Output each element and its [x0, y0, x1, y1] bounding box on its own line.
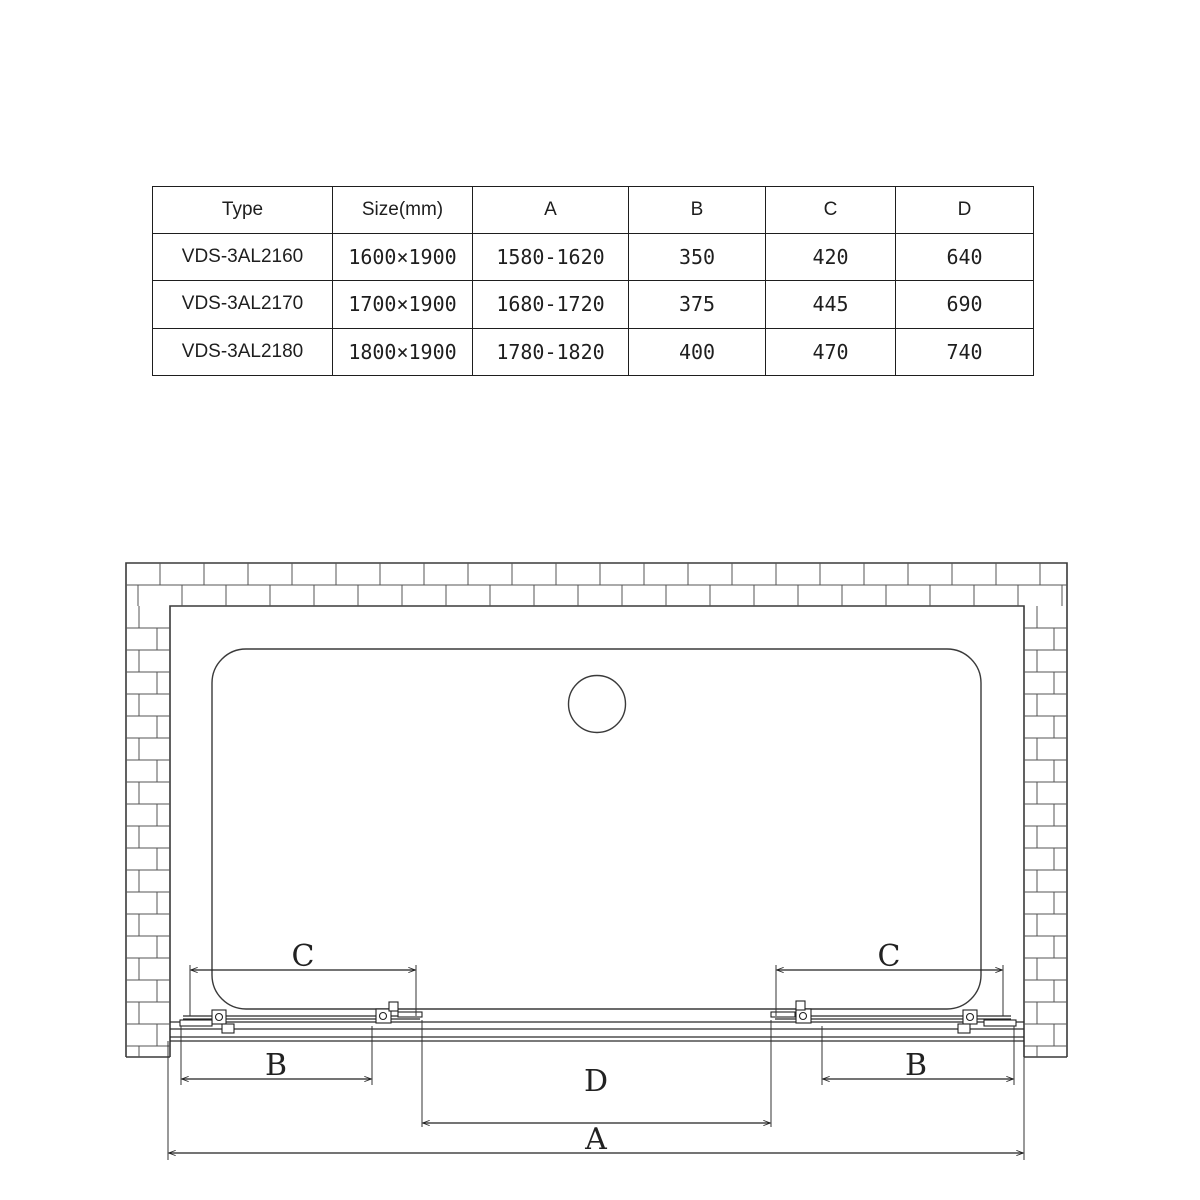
wall-inner-edge — [170, 606, 1024, 1057]
label-b-right: B — [904, 1048, 928, 1083]
left-roller-inner — [376, 1002, 422, 1023]
tray-basin-outline — [212, 649, 981, 1009]
cell-a: 1580-1620 — [473, 234, 629, 281]
cell-b: 350 — [629, 234, 766, 281]
label-b-left: B — [264, 1048, 288, 1083]
header-type: Type — [153, 187, 333, 234]
cell-size: 1800×1900 — [333, 328, 473, 375]
cell-d: 640 — [896, 234, 1034, 281]
label-c-left: C — [291, 939, 315, 974]
cell-c: 420 — [766, 234, 896, 281]
cell-b: 375 — [629, 281, 766, 328]
header-b: B — [629, 187, 766, 234]
cell-type: VDS-3AL2180 — [153, 328, 333, 375]
cell-a: 1780-1820 — [473, 328, 629, 375]
dimension-labels — [265, 939, 927, 1157]
label-a: A — [585, 1122, 607, 1157]
cell-c: 445 — [766, 281, 896, 328]
cell-type: VDS-3AL2160 — [153, 234, 333, 281]
label-c-right: C — [877, 939, 901, 974]
cell-d: 690 — [896, 281, 1034, 328]
drain-icon — [569, 676, 626, 733]
brick-pattern — [126, 563, 1067, 1057]
cell-size: 1600×1900 — [333, 234, 473, 281]
right-roller-inner — [771, 1001, 811, 1023]
wall-outer-edge — [126, 563, 1067, 1057]
wall — [126, 563, 1067, 1057]
cell-d: 740 — [896, 328, 1034, 375]
cell-c: 470 — [766, 328, 896, 375]
label-d: D — [583, 1064, 609, 1099]
shower-tray — [212, 649, 981, 1009]
header-d: D — [896, 187, 1034, 234]
cell-size: 1700×1900 — [333, 281, 473, 328]
cell-type: VDS-3AL2170 — [153, 281, 333, 328]
cell-a: 1680-1720 — [473, 281, 629, 328]
door-profile — [170, 1016, 1024, 1041]
cell-b: 400 — [629, 328, 766, 375]
roller-hardware — [180, 1001, 1016, 1033]
header-a: A — [473, 187, 629, 234]
header-size: Size(mm) — [333, 187, 473, 234]
header-c: C — [766, 187, 896, 234]
